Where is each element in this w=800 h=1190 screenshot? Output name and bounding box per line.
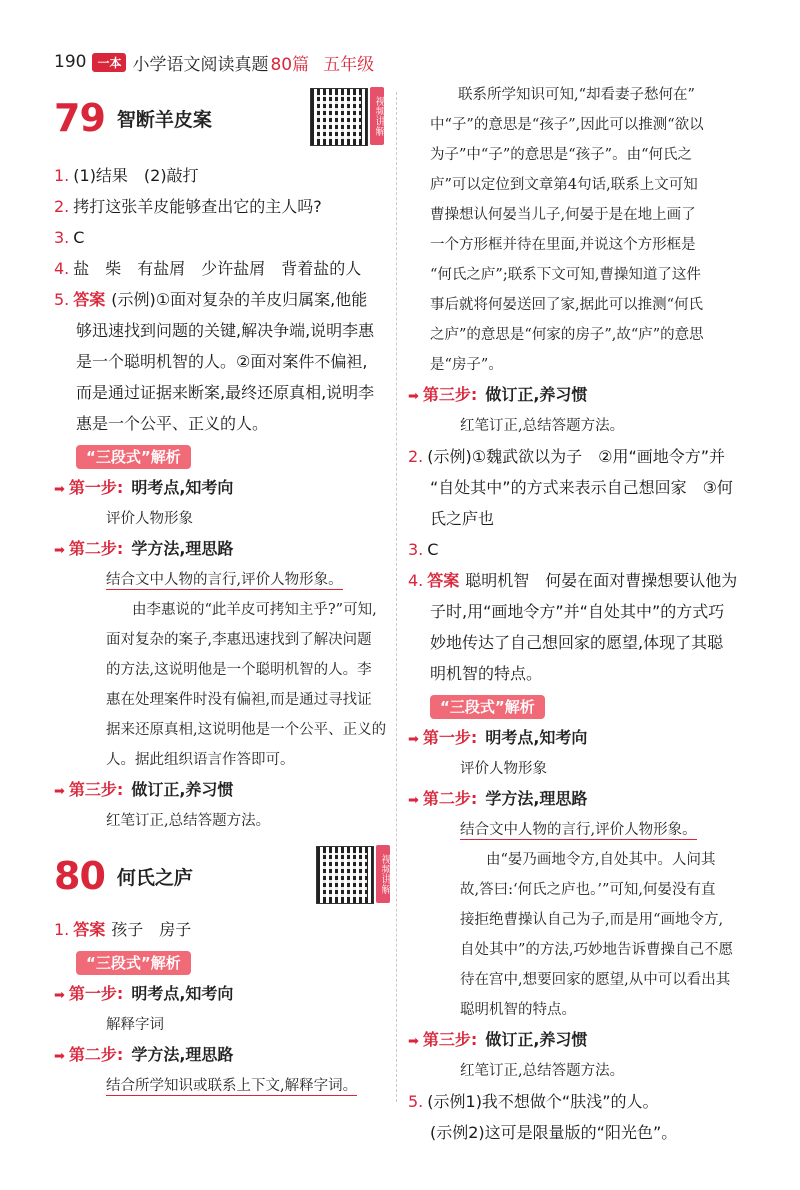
step-3: ➡ 第三步: 做订正,养习惯 — [54, 780, 234, 799]
answer-2-line: “自处其中”的方式来表示自己想回家 ③何 — [430, 478, 733, 497]
arrow-icon: ➡ — [54, 1049, 65, 1064]
answer-2: 2. (示例)①魏武欲以为子 ②用“画地令方”并 — [408, 447, 726, 466]
page-header — [54, 50, 374, 74]
step-2-explanation: 由李惠说的“此羊皮可拷知主乎?”可知, 面对复杂的案子,李惠迅速找到了解决问题 的方法,这说明他是一个聪明机智的人。李 惠在处理案件时没有偏袒,而是通过寻找证 据来还原真相,这说明他是一个公平、正义的 人。据此组织语言作答即可。 — [106, 602, 387, 768]
step-3: ➡ 第三步: 做订正,养习惯 — [408, 385, 588, 404]
answer-4-line: 子时,用“画地令方”并“自处其中”的方式巧 — [430, 602, 725, 621]
analysis-badge: “三段式”解析 — [76, 951, 191, 975]
arrow-icon: ➡ — [408, 1034, 419, 1049]
step-1-note: 解释字词 — [106, 1017, 164, 1033]
step-1: ➡ 第一步: 明考点,知考向 — [54, 478, 234, 497]
arrow-icon: ➡ — [54, 482, 65, 497]
step-3-note: 红笔订正,总结答题方法。 — [460, 418, 625, 434]
step-2-note: 结合文中人物的言行,评价人物形象。 — [460, 822, 697, 838]
answer-2: 2. 拷打这张羊皮能够查出它的主人吗? — [54, 197, 322, 216]
analysis-badge: “三段式”解析 — [430, 695, 545, 719]
step-1: ➡ 第一步: 明考点,知考向 — [54, 984, 234, 1003]
step-3-note: 红笔订正,总结答题方法。 — [106, 813, 271, 829]
section-title: 何氏之庐 — [116, 866, 193, 889]
video-explain-tag[interactable]: 视频讲解 — [376, 845, 390, 903]
answer-5-line: 惠是一个公平、正义的人。 — [76, 414, 269, 433]
continued-explanation: 联系所学知识可知,“却看妻子愁何在” 中“子”的意思是“孩子”,因此可以推测“欲以 为子”中“子”的意思是“孩子”。由“何氏之 庐”可以定位到文章第4句话,联系上文可知 曹操想认何晏当儿子,何晏于是在地上画了 一个方形框并待在里面,并说这个方形框是 “何氏之庐”;联系下文可知,曹操知道了这件 事后就将何晏送回了家,据此可以推测“何氏 之庐”的意思是“何家的房子”,故“庐”的意思 是“房子”。 — [430, 87, 704, 373]
section-title: 智断羊皮案 — [116, 108, 212, 131]
book-title: 小学语文阅读真题 — [132, 54, 269, 75]
arrow-icon: ➡ — [408, 732, 419, 747]
answer-5-line: 而是通过证据来断案,最终还原真相,说明李 — [76, 383, 375, 402]
answer-5-line: (示例2)这可是限量版的“阳光色”。 — [430, 1123, 678, 1142]
qr-code-icon[interactable] — [316, 846, 374, 904]
answer-1: 1. (1)结果 (2)敲打 — [54, 166, 199, 185]
right-column — [408, 80, 756, 1148]
step-1: ➡ 第一步: 明考点,知考向 — [408, 728, 588, 747]
step-1-note: 评价人物形象 — [106, 511, 193, 527]
left-column — [54, 92, 392, 1101]
answer-5-line: 够迅速找到问题的关键,解决争端,说明李惠 — [76, 321, 375, 340]
answer-4: 4. 盐 柴 有盐屑 少许盐屑 背着盐的人 — [54, 259, 362, 278]
section-number: 80 — [54, 854, 105, 898]
step-2-note: 结合文中人物的言行,评价人物形象。 — [106, 572, 343, 588]
section-number: 79 — [54, 96, 105, 140]
step-1-note: 评价人物形象 — [460, 761, 547, 777]
analysis-badge: “三段式”解析 — [76, 445, 191, 469]
arrow-icon: ➡ — [54, 784, 65, 799]
step-2: ➡ 第二步: 学方法,理思路 — [54, 1045, 234, 1064]
answer-5: 5. (示例1)我不想做个“肤浅”的人。 — [408, 1092, 659, 1111]
qr-code-icon[interactable] — [310, 88, 368, 146]
arrow-icon: ➡ — [408, 793, 419, 808]
step-2: ➡ 第二步: 学方法,理思路 — [54, 539, 234, 558]
step-2-explanation: 由“晏乃画地令方,自处其中。人问其 故,答曰:‘何氏之庐也。’”可知,何晏没有直 接拒绝曹操认自己为子,而是用“画地令方, 自处其中”的方法,巧妙地告诉曹操自己不愿 待在宫中,想要回家的愿望,从中可以看出其 聪明机智的特点。 — [460, 852, 734, 1018]
arrow-icon: ➡ — [408, 389, 419, 404]
column-divider — [396, 92, 397, 1102]
page-number: 190 — [54, 52, 87, 72]
answer-4: 4. 答案 聪明机智 何晏在面对曹操想要认他为 — [408, 571, 738, 590]
step-2: ➡ 第二步: 学方法,理思路 — [408, 789, 588, 808]
answer-3: 3. C — [54, 228, 85, 247]
video-explain-tag[interactable]: 视频讲解 — [370, 87, 384, 145]
answer-4-line: 妙地传达了自己想回家的愿望,体现了其聪 — [430, 633, 724, 652]
answer-4-line: 明机智的特点。 — [430, 664, 543, 683]
answer-1: 1. 答案 孩子 房子 — [54, 920, 192, 939]
grade-label: 五年级 — [323, 54, 375, 75]
step-2-note: 结合所学知识或联系上下文,解释字词。 — [106, 1078, 358, 1094]
step-3-note: 红笔订正,总结答题方法。 — [460, 1063, 625, 1079]
section-79-header — [54, 92, 392, 144]
section-80-header — [54, 850, 392, 902]
brand-logo: 一本 — [92, 53, 126, 72]
answer-5-line: 是一个聪明机智的人。②面对案件不偏袒, — [76, 352, 368, 371]
answer-3: 3. C — [408, 540, 439, 559]
arrow-icon: ➡ — [54, 543, 65, 558]
answer-5: 5. 答案 (示例)①面对复杂的羊皮归属案,他能 — [54, 290, 368, 309]
step-3: ➡ 第三步: 做订正,养习惯 — [408, 1030, 588, 1049]
book-count: 80篇 — [270, 54, 310, 75]
answer-2-line: 氏之庐也 — [430, 509, 495, 528]
arrow-icon: ➡ — [54, 988, 65, 1003]
